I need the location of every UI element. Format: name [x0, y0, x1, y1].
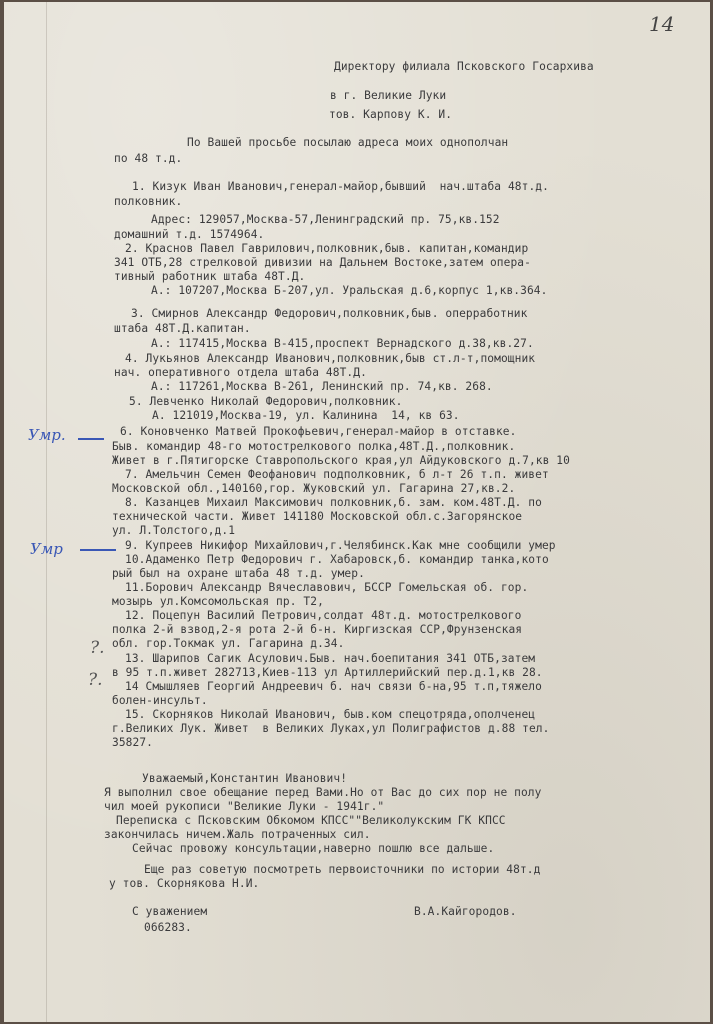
closing-line: закончилась ничем.Жаль потраченных сил. — [104, 828, 371, 841]
list-line: Адрес: 129057,Москва-57,Ленинградский пр. 75,кв.152 — [151, 213, 500, 226]
list-line: Живет в г.Пятигорске Ставропольского края,ул Айдуковского д.7,кв 10 — [112, 454, 570, 467]
addressee-line-2: в г. Великие Луки — [330, 89, 447, 102]
list-line: 10.Адаменко Петр Федорович г. Хабаровск,б. командир танка,кото — [125, 553, 549, 566]
closing-line: чил моей рукописи "Великие Луки - 1941г." — [104, 800, 385, 813]
closing-line: Переписка с Псковским Обкомом КПСС""Великолукским ГК КПСС — [116, 814, 506, 827]
closing-line: у тов. Скорнякова Н.И. — [109, 877, 260, 890]
list-line: 35827. — [112, 736, 154, 749]
signature-name: В.А.Кайгородов. — [414, 905, 517, 918]
list-line: А. 121019,Москва-19, ул. Калинина 14, кв 63. — [152, 409, 460, 422]
pencil-question-mark-1: ?. — [90, 638, 105, 658]
list-line: обл. гор.Токмак ул. Гагарина д.34. — [112, 637, 345, 650]
list-line: А.: 107207,Москва Б-207,ул. Уральская д.6,корпус 1,кв.364. — [151, 284, 548, 297]
document-sheet — [4, 2, 710, 1022]
list-line: г.Великих Лук. Живет в Великих Луках,ул Полиграфистов д.88 тел. — [112, 722, 550, 735]
handwritten-dash-2 — [80, 549, 116, 551]
list-line: 1. Кизук Иван Иванович,генерал-майор,бывший нач.штаба 48т.д. — [132, 180, 549, 193]
list-line: рый был на охране штаба 48 т.д. умер. — [112, 567, 365, 580]
list-line: 14 Смышляев Георгий Андреевич б. нач связи б-на,95 т.п,тяжело — [125, 680, 542, 693]
list-line: 11.Борович Александр Вячеславович, БССР Гомельская об. гор. — [125, 581, 529, 594]
list-line: тивный работник штаба 48Т.Д. — [114, 270, 306, 283]
fold-line — [46, 2, 47, 1022]
list-line: нач. оперативного отдела штаба 48Т.Д. — [114, 366, 367, 379]
list-line: 341 ОТБ,28 стрелковой дивизии на Дальнем Востоке,затем опера- — [114, 256, 531, 269]
list-line: А.: 117261,Москва В-261, Ленинский пр. 74,кв. 268. — [151, 380, 493, 393]
document-code: 066283. — [144, 921, 192, 934]
list-line: 9. Купреев Никифор Михайлович,г.Челябинск.Как мне сообщили умер — [125, 539, 556, 552]
list-line: Быв. командир 48-го мотострелкового полка,48Т.Д.,полковник. — [112, 440, 516, 453]
addressee-line-3: тов. Карпову К. И. — [329, 108, 453, 121]
list-line: штаба 48Т.Д.капитан. — [114, 322, 251, 335]
list-line: 5. Левченко Николай Федорович,полковник. — [129, 395, 403, 408]
list-line: домашний т.д. 1574964. — [114, 228, 265, 241]
list-line: 7. Амельчин Семен Феофанович подполковник, б л-т 26 т.п. живет — [125, 468, 549, 481]
list-line: 3. Смирнов Александр Федорович,полковник,быв. оперработник — [131, 307, 528, 320]
list-line: технической части. Живет 141180 Московской обл.с.Загорянское — [112, 510, 523, 523]
list-line: 15. Скорняков Николай Иванович, быв.ком спецотряда,ополченец — [125, 708, 536, 721]
list-line: Московской обл.,140160,гор. Жуковский ул. Гагарина 27,кв.2. — [112, 482, 516, 495]
list-line: А.: 117415,Москва В-415,проспект Вернадского д.38,кв.27. — [151, 337, 534, 350]
signature-greeting: С уважением — [132, 905, 208, 918]
list-line: 4. Лукьянов Александр Иванович,полковник,быв ст.л-т,помощник — [125, 352, 536, 365]
list-line: 6. Коновченко Матвей Прокофьевич,генерал-майор в отставке. — [120, 425, 517, 438]
closing-line: Еще раз советую посмотреть первоисточники по истории 48т.д — [144, 863, 541, 876]
handwritten-note-deceased-2: Умр — [30, 540, 63, 558]
list-line: мозырь ул.Комсомольская пр. Т2, — [112, 595, 324, 608]
closing-line: Сейчас провожу консультации,наверно пошлю все дальше. — [132, 842, 495, 855]
closing-line: Я выполнил свое обещание перед Вами.Но от Вас до сих пор не полу — [104, 786, 542, 799]
handwritten-dash-1 — [78, 438, 104, 440]
addressee-line-1: Директору филиала Псковского Госархива — [334, 60, 594, 73]
intro-line-1: По Вашей просьбе посылаю адреса моих однополчан — [187, 136, 509, 149]
list-line: 12. Поцепун Василий Петрович,солдат 48т.д. мотострелкового — [125, 609, 522, 622]
list-line: 13. Шарипов Сагик Асулович.Быв. нач.боепитания 341 ОТБ,затем — [125, 652, 536, 665]
page-number: 14 — [649, 12, 675, 36]
list-line: 8. Казанцев Михаил Максимович полковник,б. зам. ком.48Т.Д. по — [125, 496, 542, 509]
pencil-question-mark-2: ?. — [88, 670, 103, 690]
list-line: в 95 т.п.живет 282713,Киев-113 ул Артиллерийский пер.д.1,кв 28. — [112, 666, 543, 679]
intro-line-2: по 48 т.д. — [114, 152, 183, 165]
list-line: 2. Краснов Павел Гаврилович,полковник,быв. капитан,командир — [125, 242, 529, 255]
list-line: ул. Л.Толстого,д.1 — [112, 524, 236, 537]
list-line: полка 2-й взвод,2-я рота 2-й б-н. Киргизская ССР,Фрунзенская — [112, 623, 523, 636]
list-line: болен-инсульт. — [112, 694, 208, 707]
handwritten-note-deceased-1: Умр. — [28, 426, 66, 444]
closing-line: Уважаемый,Константин Иванович! — [142, 772, 348, 785]
list-line: полковник. — [114, 195, 183, 208]
